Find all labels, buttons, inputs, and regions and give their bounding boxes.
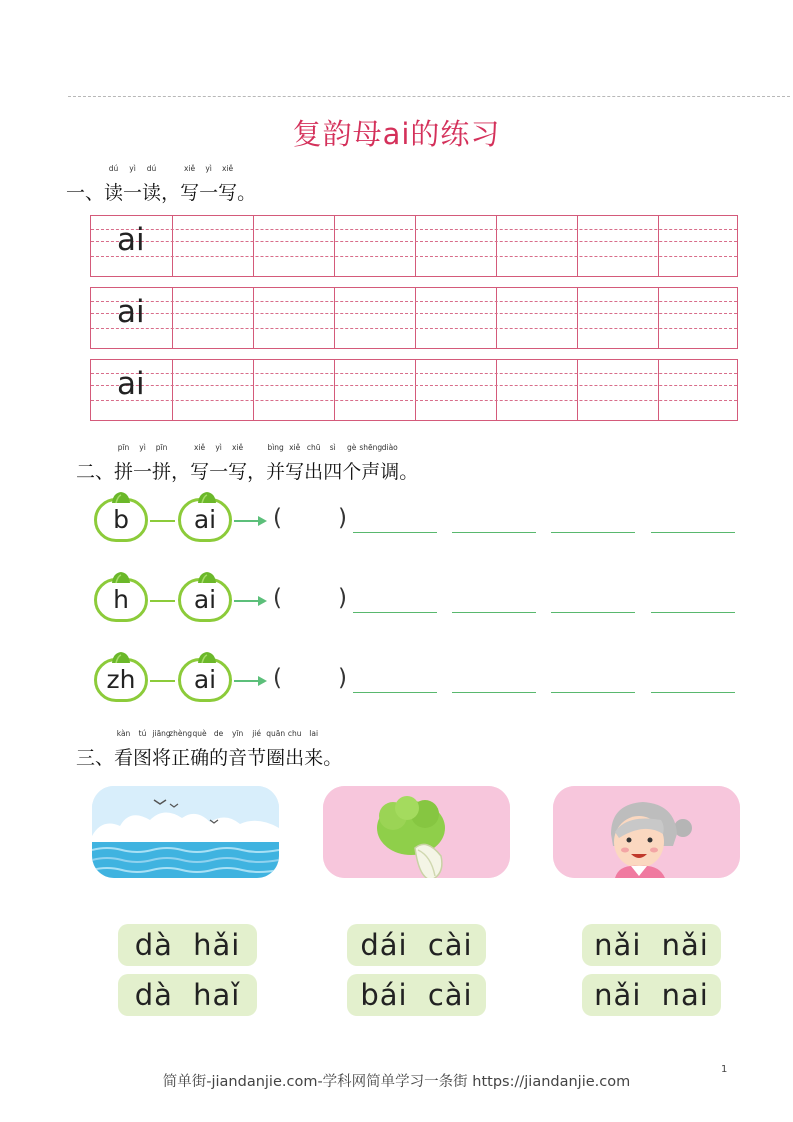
final-bubble: ai	[178, 578, 232, 622]
answer-blank[interactable]	[551, 532, 635, 533]
grid-column-line	[172, 360, 173, 420]
open-paren: (	[273, 585, 282, 611]
open-paren: (	[273, 505, 282, 531]
connector-dash	[150, 600, 175, 602]
section-number: 一、	[66, 182, 105, 204]
pinyin-annotation: zhèng	[169, 729, 192, 738]
heading-char-text: 写	[218, 182, 238, 204]
heading-char	[218, 164, 238, 205]
heading-char-text: 出	[304, 461, 324, 483]
pinyin-annotation: yì	[215, 443, 222, 452]
writing-grid-row[interactable]	[90, 215, 738, 277]
pinyin-annotation: jié	[252, 729, 262, 738]
heading-char	[304, 729, 324, 770]
close-paren: )	[338, 505, 347, 531]
syllable-option[interactable]: bái cài	[347, 974, 486, 1016]
grid-column-line	[415, 360, 416, 420]
heading-char	[228, 443, 248, 484]
answer-blank[interactable]	[651, 532, 735, 533]
connector-dash	[150, 520, 175, 522]
heading-char-text: 出	[285, 747, 305, 769]
pinyin-annotation: pīn	[155, 443, 168, 452]
heading-char	[152, 729, 172, 770]
page-number: 1	[721, 1064, 728, 1075]
heading-char-text: 拼	[114, 461, 134, 483]
section-2-heading	[76, 443, 419, 484]
heading-char-text: ，	[161, 182, 181, 204]
heading-char-text: ，	[247, 461, 267, 483]
heading-char-text: 写	[285, 461, 305, 483]
syllable-option[interactable]: dái cài	[347, 924, 486, 966]
heading-char	[323, 443, 343, 484]
heading-char	[142, 164, 162, 205]
grid-guide-line	[91, 373, 737, 374]
heading-char-text: 个	[342, 461, 362, 483]
heading-char-text: 圈	[266, 747, 286, 769]
heading-char	[190, 443, 210, 484]
heading-char	[171, 457, 190, 484]
pinyin-annotation: xiě	[289, 443, 301, 452]
model-syllable: ai	[117, 294, 145, 330]
heading-char	[399, 457, 418, 484]
pinyin-annotation: bìng	[267, 443, 284, 452]
pinyin-annotation: yīn	[231, 729, 244, 738]
heading-char	[237, 178, 256, 205]
heading-char	[285, 729, 305, 770]
heading-char	[180, 164, 200, 205]
pinyin-annotation: pīn	[117, 443, 130, 452]
syllable-option[interactable]: dà haǐ	[118, 974, 257, 1016]
close-paren: )	[338, 665, 347, 691]
pinyin-annotation: tú	[138, 729, 147, 738]
heading-char	[380, 443, 400, 484]
heading-char-text: 写	[228, 461, 248, 483]
pinyin-annotation: yì	[129, 164, 136, 173]
heading-char	[133, 729, 153, 770]
heading-char-text: 一	[209, 461, 229, 483]
grid-column-line	[172, 216, 173, 276]
pinyin-annotation: diào	[381, 443, 398, 452]
grid-column-line	[253, 288, 254, 348]
close-paren: )	[338, 585, 347, 611]
grid-column-line	[415, 288, 416, 348]
writing-grid-row[interactable]	[90, 287, 738, 349]
heading-char	[323, 743, 342, 770]
pinyin-annotation: chū	[306, 443, 321, 452]
answer-blank[interactable]	[353, 612, 437, 613]
leaf-icon	[110, 568, 132, 580]
pinyin-annotation: gè	[347, 443, 357, 452]
leaf-icon	[110, 488, 132, 500]
answer-blank[interactable]	[551, 692, 635, 693]
grid-guide-line	[91, 301, 737, 302]
sea-picture	[92, 786, 279, 878]
initial-bubble: zh	[94, 658, 148, 702]
grid-guide-line	[91, 400, 737, 401]
footer-text: 简单街-jiandanjie.com-学科网简单学习一条街 https://jiandanjie.com	[162, 1074, 631, 1090]
heading-char	[285, 443, 305, 484]
arrow-icon	[234, 680, 260, 682]
initial-bubble: b	[94, 498, 148, 542]
heading-char-text: 正	[171, 747, 191, 769]
final-bubble: ai	[178, 658, 232, 702]
syllable-option[interactable]: nǎi nai	[582, 974, 721, 1016]
heading-char-text: 调	[380, 461, 400, 483]
connector-dash	[150, 680, 175, 682]
heading-char-text: 。	[237, 182, 257, 204]
heading-char	[199, 164, 219, 205]
section-3-heading	[76, 729, 343, 770]
heading-char-text: 写	[180, 182, 200, 204]
heading-char-text: 声	[361, 461, 381, 483]
heading-char-text: 图	[133, 747, 153, 769]
initial-bubble: h	[94, 578, 148, 622]
answer-blank[interactable]	[651, 612, 735, 613]
writing-grid-row[interactable]	[90, 359, 738, 421]
pinyin-annotation: chu	[287, 729, 302, 738]
pinyin-annotation: yì	[139, 443, 146, 452]
pinyin-annotation: dú	[146, 164, 157, 173]
grid-guide-line	[91, 229, 737, 230]
heading-char	[133, 443, 153, 484]
heading-char-text: 节	[247, 747, 267, 769]
heading-char	[169, 729, 192, 770]
heading-char	[161, 178, 180, 205]
pinyin-annotation: jiāng	[152, 729, 171, 738]
pinyin-annotation: xiě	[222, 164, 234, 173]
heading-char-text: 读	[142, 182, 162, 204]
heading-char	[104, 164, 124, 205]
pinyin-annotation: de	[213, 729, 224, 738]
pinyin-annotation: shēng	[359, 443, 383, 452]
answer-blank[interactable]	[452, 532, 536, 533]
pinyin-annotation: sì	[329, 443, 336, 452]
grid-column-line	[577, 216, 578, 276]
pinyin-annotation: dú	[108, 164, 119, 173]
heading-char-text: 来	[304, 747, 324, 769]
heading-char-text: 音	[228, 747, 248, 769]
arrowhead-icon	[258, 596, 267, 606]
pinyin-annotation: xiě	[194, 443, 206, 452]
arrow-icon	[234, 520, 260, 522]
heading-char-text: 。	[399, 461, 419, 483]
grid-column-line	[334, 360, 335, 420]
heading-char	[123, 164, 143, 205]
leaf-icon	[196, 568, 218, 580]
pinyin-annotation: xiě	[184, 164, 196, 173]
grid-column-line	[577, 288, 578, 348]
section-1-heading	[66, 164, 257, 205]
heading-char	[114, 729, 134, 770]
heading-char-text: 一	[133, 461, 153, 483]
section-number: 二、	[76, 461, 115, 483]
open-paren: (	[273, 665, 282, 691]
heading-char-text: 四	[323, 461, 343, 483]
answer-blank[interactable]	[651, 692, 735, 693]
grid-guide-line	[91, 256, 737, 257]
arrowhead-icon	[258, 676, 267, 686]
heading-char-text: 并	[266, 461, 286, 483]
grandma-picture	[553, 786, 740, 878]
page-title: 复韵母ai的练习	[292, 117, 501, 151]
grid-guide-line	[91, 328, 737, 329]
grid-guide-line	[91, 241, 737, 242]
top-dashed-rule	[68, 96, 790, 97]
pinyin-annotation: què	[192, 729, 207, 738]
heading-char	[266, 443, 286, 484]
heading-char-text: 拼	[152, 461, 172, 483]
grid-column-line	[496, 360, 497, 420]
grid-column-line	[172, 288, 173, 348]
heading-char-text: 看	[114, 747, 134, 769]
model-syllable: ai	[117, 366, 145, 402]
grid-guide-line	[91, 313, 737, 314]
heading-char-text: 将	[152, 747, 172, 769]
leaf-icon	[196, 488, 218, 500]
grid-column-line	[334, 288, 335, 348]
answer-blank[interactable]	[452, 612, 536, 613]
heading-char-text: 的	[209, 747, 229, 769]
grid-column-line	[415, 216, 416, 276]
grid-column-line	[577, 360, 578, 420]
grid-column-line	[658, 360, 659, 420]
grid-column-line	[496, 216, 497, 276]
grid-column-line	[658, 216, 659, 276]
section-number: 三、	[76, 747, 115, 769]
heading-char	[359, 443, 383, 484]
answer-blank[interactable]	[353, 532, 437, 533]
heading-char	[209, 443, 229, 484]
leaf-icon	[196, 648, 218, 660]
syllable-option[interactable]: nǎi nǎi	[582, 924, 721, 966]
heading-char-text: 读	[104, 182, 124, 204]
answer-blank[interactable]	[551, 612, 635, 613]
final-bubble: ai	[178, 498, 232, 542]
heading-char	[342, 443, 362, 484]
heading-char	[266, 729, 286, 770]
arrowhead-icon	[258, 516, 267, 526]
grid-column-line	[496, 288, 497, 348]
model-syllable: ai	[117, 222, 145, 258]
heading-char	[209, 729, 229, 770]
grid-column-line	[658, 288, 659, 348]
pinyin-annotation: lai	[309, 729, 319, 738]
heading-char	[114, 443, 134, 484]
heading-char	[247, 729, 267, 770]
answer-blank[interactable]	[353, 692, 437, 693]
heading-char-text: ，	[171, 461, 191, 483]
answer-blank[interactable]	[452, 692, 536, 693]
heading-char	[247, 457, 266, 484]
leaf-icon	[110, 648, 132, 660]
pinyin-annotation: quān	[266, 729, 286, 738]
pinyin-annotation: kàn	[116, 729, 131, 738]
pinyin-annotation: yì	[205, 164, 212, 173]
syllable-option[interactable]: dà hǎi	[118, 924, 257, 966]
heading-char-text: 一	[199, 182, 219, 204]
heading-char	[304, 443, 324, 484]
heading-char	[152, 443, 172, 484]
grid-column-line	[253, 360, 254, 420]
heading-char-text: 写	[190, 461, 210, 483]
grid-guide-line	[91, 385, 737, 386]
grid-column-line	[334, 216, 335, 276]
pinyin-annotation: xiě	[232, 443, 244, 452]
arrow-icon	[234, 600, 260, 602]
heading-char	[228, 729, 248, 770]
heading-char-text: 确	[190, 747, 210, 769]
heading-char-text: 。	[323, 747, 343, 769]
grid-column-line	[253, 216, 254, 276]
heading-char	[190, 729, 210, 770]
heading-char-text: 一	[123, 182, 143, 204]
cabbage-picture	[323, 786, 510, 878]
